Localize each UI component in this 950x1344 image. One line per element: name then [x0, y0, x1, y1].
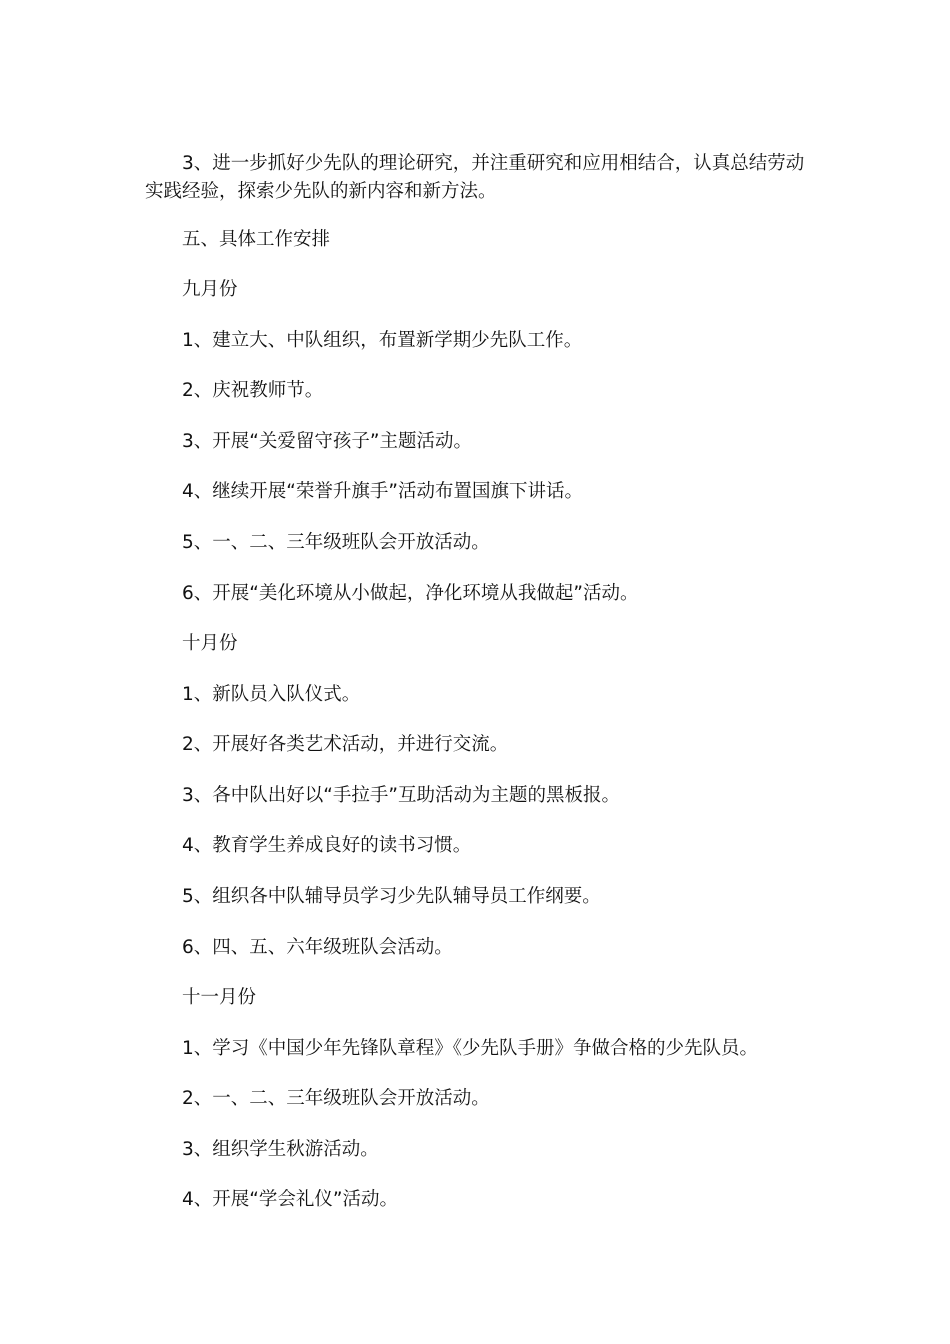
list-item: 4、教育学生养成良好的读书习惯。 [182, 835, 472, 856]
section-heading: 五、具体工作安排 [182, 229, 331, 250]
month-title-october: 十月份 [182, 633, 238, 654]
list-item: 2、庆祝教师节。 [182, 380, 324, 401]
list-item: 2、一、二、三年级班队会开放活动。 [182, 1088, 490, 1109]
list-item: 4、开展“学会礼仪”活动。 [182, 1189, 398, 1210]
list-item: 6、四、五、六年级班队会活动。 [182, 937, 453, 958]
list-item: 2、开展好各类艺术活动，并进行交流。 [182, 734, 509, 755]
list-item: 6、开展“美化环境从小做起，净化环境从我做起”活动。 [182, 583, 639, 604]
list-item: 5、一、二、三年级班队会开放活动。 [182, 532, 490, 553]
list-item: 1、新队员入队仪式。 [182, 684, 361, 705]
list-item: 4、继续开展“荣誉升旗手”活动布置国旗下讲话。 [182, 481, 583, 502]
list-item: 1、建立大、中队组织，布置新学期少先队工作。 [182, 330, 583, 351]
list-item: 3、开展“关爱留守孩子”主题活动。 [182, 431, 472, 452]
list-item: 3、各中队出好以“手拉手”互助活动为主题的黑板报。 [182, 785, 620, 806]
month-title-november: 十一月份 [182, 987, 257, 1008]
list-item: 5、组织各中队辅导员学习少先队辅导员工作纲要。 [182, 886, 601, 907]
intro-paragraph: 3、进一步抓好少先队的理论研究，并注重研究和应用相结合，认真总结劳动实践经验，探索少先队的新内容和新方法。 [145, 153, 805, 202]
month-title-september: 九月份 [182, 279, 238, 300]
list-item: 3、组织学生秋游活动。 [182, 1139, 379, 1160]
list-item: 1、学习《中国少年先锋队章程》《少先队手册》争做合格的少先队员。 [182, 1038, 759, 1059]
